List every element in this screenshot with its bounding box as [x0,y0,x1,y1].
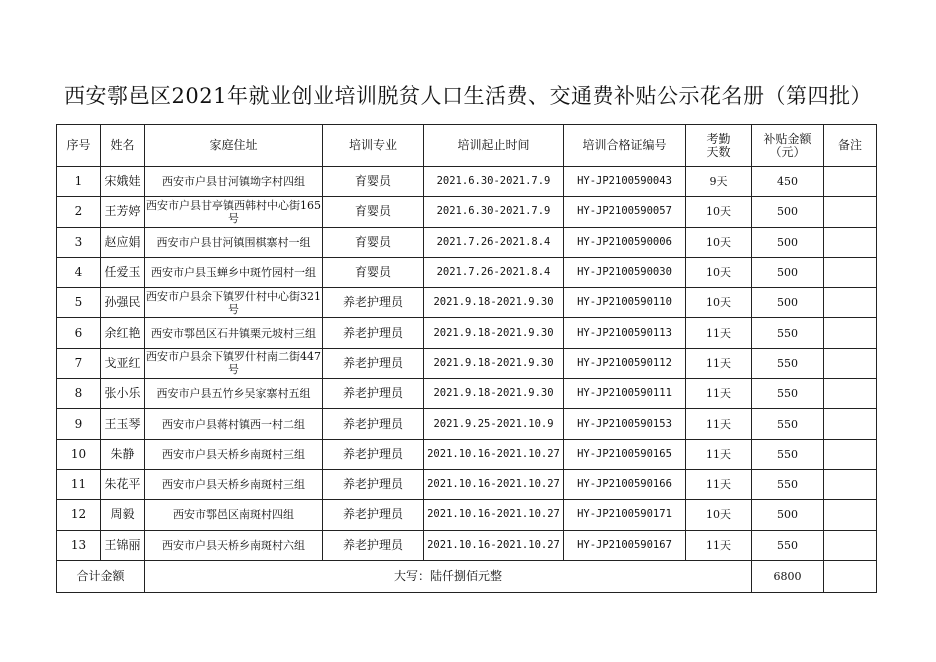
col-header-name: 姓名 [101,125,145,167]
cell-attendance-days: 9天 [686,167,752,197]
cell-attendance-days: 10天 [686,500,752,530]
cell-remark [824,409,877,439]
cell-certificate: HY-JP2100590006 [564,227,686,257]
cell-attendance-days: 11天 [686,318,752,348]
cell-address: 西安市鄠邑区石井镇栗元坡村三组 [145,318,323,348]
cell-remark [824,379,877,409]
cell-remark [824,530,877,560]
cell-attendance-days: 11天 [686,348,752,378]
cell-subsidy-amount: 500 [752,227,824,257]
cell-certificate: HY-JP2100590112 [564,348,686,378]
cell-name: 朱静 [101,439,145,469]
cell-specialty: 育婴员 [323,167,424,197]
cell-name: 戈亚红 [101,348,145,378]
cell-attendance-days: 10天 [686,288,752,318]
col-header-attendance-line1: 考勤 [706,131,731,146]
cell-subsidy-amount: 550 [752,439,824,469]
table-row [57,379,877,409]
cell-index: 11 [57,469,101,499]
cell-subsidy-amount: 550 [752,348,824,378]
cell-index: 9 [57,409,101,439]
cell-attendance-days: 11天 [686,530,752,560]
cell-address: 西安市户县余下镇罗什村南二街447号 [145,348,323,378]
cell-index: 1 [57,167,101,197]
cell-remark [824,469,877,499]
cell-specialty: 养老护理员 [323,348,424,378]
cell-index: 6 [57,318,101,348]
table-row [57,500,877,530]
cell-specialty: 养老护理员 [323,439,424,469]
cell-attendance-days: 11天 [686,409,752,439]
total-in-words: 大写：陆仟捌佰元整 [145,560,752,592]
cell-period: 2021.10.16-2021.10.27 [424,500,564,530]
cell-specialty: 养老护理员 [323,379,424,409]
table-row [57,288,877,318]
cell-address: 西安市户县玉蝉乡中斑竹园村一组 [145,257,323,287]
cell-name: 宋娥娃 [101,167,145,197]
cell-index: 5 [57,288,101,318]
cell-subsidy-amount: 550 [752,379,824,409]
table-row [57,197,877,227]
cell-address: 西安市户县五竹乡吴家寨村五组 [145,379,323,409]
cell-specialty: 育婴员 [323,257,424,287]
cell-period: 2021.9.18-2021.9.30 [424,288,564,318]
col-header-remark: 备注 [824,125,877,167]
cell-name: 孙强民 [101,288,145,318]
cell-period: 2021.10.16-2021.10.27 [424,469,564,499]
cell-period: 2021.9.18-2021.9.30 [424,348,564,378]
col-header-index: 序号 [57,125,101,167]
cell-certificate: HY-JP2100590171 [564,500,686,530]
cell-subsidy-amount: 550 [752,409,824,439]
cell-subsidy-amount: 550 [752,530,824,560]
cell-address: 西安市户县余下镇罗什村中心街321号 [145,288,323,318]
cell-address: 西安市户县蒋村镇西一村二组 [145,409,323,439]
cell-name: 周毅 [101,500,145,530]
cell-attendance-days: 10天 [686,257,752,287]
cell-certificate: HY-JP2100590111 [564,379,686,409]
cell-address: 西安市户县天桥乡南斑村六组 [145,530,323,560]
col-header-attendance-line2: 天数 [706,144,731,159]
cell-attendance-days: 10天 [686,197,752,227]
cell-remark [824,500,877,530]
cell-index: 8 [57,379,101,409]
cell-period: 2021.6.30-2021.7.9 [424,167,564,197]
cell-certificate: HY-JP2100590030 [564,257,686,287]
cell-certificate: HY-JP2100590057 [564,197,686,227]
cell-period: 2021.9.18-2021.9.30 [424,318,564,348]
cell-certificate: HY-JP2100590110 [564,288,686,318]
cell-subsidy-amount: 550 [752,318,824,348]
cell-index: 2 [57,197,101,227]
cell-name: 余红艳 [101,318,145,348]
table-row [57,167,877,197]
cell-attendance-days: 11天 [686,439,752,469]
cell-certificate: HY-JP2100590167 [564,530,686,560]
table-row [57,439,877,469]
cell-name: 王芳婷 [101,197,145,227]
roster-body [57,167,877,561]
cell-period: 2021.6.30-2021.7.9 [424,197,564,227]
cell-subsidy-amount: 500 [752,257,824,287]
table-row [57,227,877,257]
cell-period: 2021.10.16-2021.10.27 [424,530,564,560]
table-row [57,469,877,499]
cell-specialty: 养老护理员 [323,409,424,439]
cell-index: 13 [57,530,101,560]
total-remark [824,560,877,592]
header-row [57,125,877,167]
cell-certificate: HY-JP2100590043 [564,167,686,197]
cell-name: 朱花平 [101,469,145,499]
cell-remark [824,197,877,227]
cell-remark [824,348,877,378]
cell-certificate: HY-JP2100590153 [564,409,686,439]
cell-index: 10 [57,439,101,469]
cell-specialty: 养老护理员 [323,469,424,499]
col-header-certificate: 培训合格证编号 [564,125,686,167]
cell-period: 2021.7.26-2021.8.4 [424,257,564,287]
document-title: 西安鄠邑区2021年就业创业培训脱贫人口生活费、交通费补贴公示花名册（第四批） [64,84,872,108]
col-header-attendance-days [686,125,752,167]
cell-name: 任爱玉 [101,257,145,287]
table-row [57,318,877,348]
cell-name: 王锦丽 [101,530,145,560]
col-header-amount-line1: 补贴金额 [763,131,812,146]
cell-remark [824,439,877,469]
cell-certificate: HY-JP2100590113 [564,318,686,348]
cell-specialty: 养老护理员 [323,500,424,530]
total-amount: 6800 [752,560,824,592]
table-row [57,409,877,439]
cell-subsidy-amount: 500 [752,197,824,227]
col-header-subsidy-amount [752,125,824,167]
cell-specialty: 养老护理员 [323,318,424,348]
cell-index: 7 [57,348,101,378]
cell-address: 西安市户县天桥乡南斑村三组 [145,439,323,469]
cell-index: 4 [57,257,101,287]
cell-specialty: 育婴员 [323,227,424,257]
col-header-specialty: 培训专业 [323,125,424,167]
cell-subsidy-amount: 500 [752,288,824,318]
cell-certificate: HY-JP2100590165 [564,439,686,469]
cell-remark [824,167,877,197]
table-row [57,530,877,560]
cell-index: 3 [57,227,101,257]
cell-name: 张小乐 [101,379,145,409]
col-header-period: 培训起止时间 [424,125,564,167]
cell-remark [824,227,877,257]
cell-subsidy-amount: 550 [752,469,824,499]
total-label: 合计金额 [57,560,145,592]
cell-specialty: 养老护理员 [323,530,424,560]
cell-remark [824,288,877,318]
cell-certificate: HY-JP2100590166 [564,469,686,499]
subsidy-roster-table [56,124,877,593]
cell-specialty: 养老护理员 [323,288,424,318]
cell-subsidy-amount: 500 [752,500,824,530]
cell-address: 西安市户县天桥乡南斑村三组 [145,469,323,499]
cell-attendance-days: 11天 [686,379,752,409]
table-row [57,257,877,287]
col-header-amount-line2: （元） [769,144,806,159]
table-row [57,348,877,378]
cell-period: 2021.9.18-2021.9.30 [424,379,564,409]
cell-remark [824,257,877,287]
cell-attendance-days: 11天 [686,469,752,499]
col-header-address: 家庭住址 [145,125,323,167]
cell-specialty: 育婴员 [323,197,424,227]
total-row [57,560,877,592]
cell-address: 西安市户县甘河镇围棋寨村一组 [145,227,323,257]
cell-address: 西安市户县甘河镇坳字村四组 [145,167,323,197]
cell-remark [824,318,877,348]
cell-index: 12 [57,500,101,530]
cell-name: 赵应娟 [101,227,145,257]
cell-period: 2021.7.26-2021.8.4 [424,227,564,257]
cell-name: 王玉琴 [101,409,145,439]
cell-address: 西安市户县甘亭镇西韩村中心街165号 [145,197,323,227]
cell-period: 2021.10.16-2021.10.27 [424,439,564,469]
cell-address: 西安市鄠邑区南斑村四组 [145,500,323,530]
cell-subsidy-amount: 450 [752,167,824,197]
cell-attendance-days: 10天 [686,227,752,257]
cell-period: 2021.9.25-2021.10.9 [424,409,564,439]
